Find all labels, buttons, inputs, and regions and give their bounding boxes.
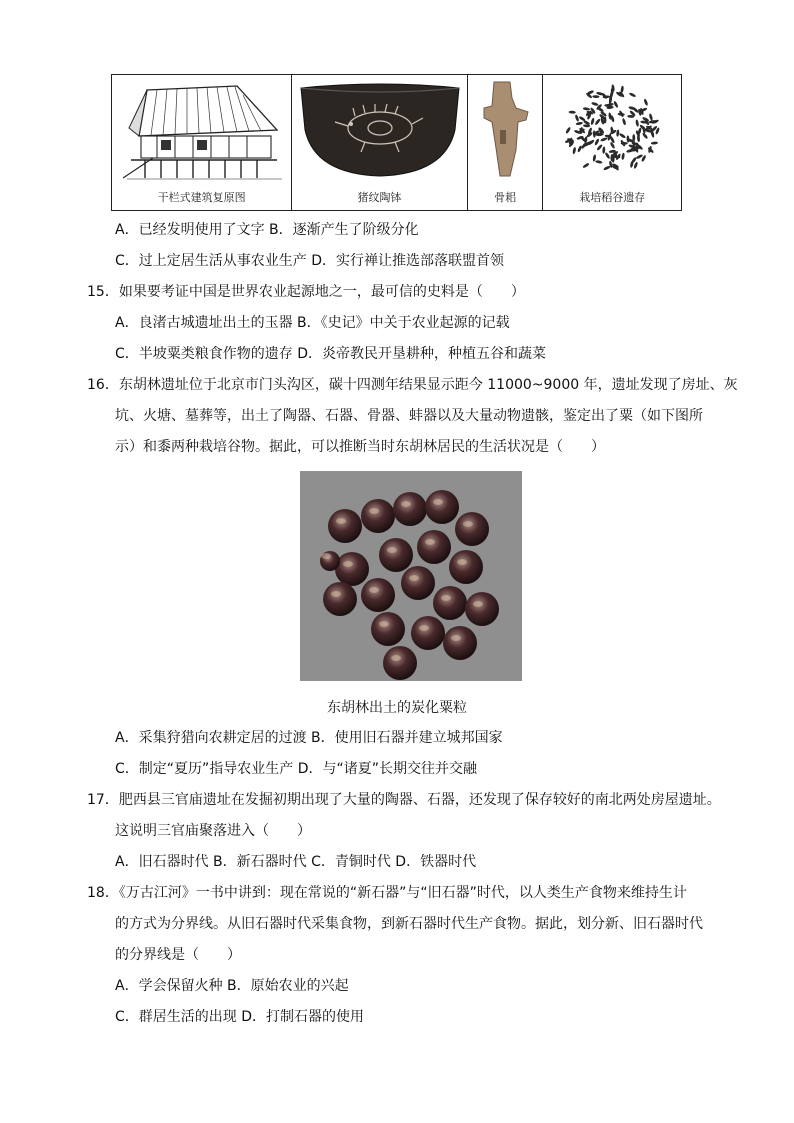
- millet-seed: [379, 538, 413, 572]
- millet-seed: [411, 616, 445, 650]
- millet-seed: [417, 530, 451, 564]
- millet-seed: [449, 550, 483, 584]
- millet-seed: [335, 552, 369, 586]
- caption-pig-bowl: 猪纹陶钵: [357, 191, 402, 204]
- q15-stem: 15．如果要考证中国是世界农业起源地之一，最可信的史料是（ ）: [87, 284, 525, 300]
- millet-seed: [455, 512, 489, 546]
- pig-pattern-pottery-bowl: [295, 78, 465, 183]
- figure-table: [111, 74, 682, 211]
- millet-seed: [393, 492, 427, 526]
- q18-options-line-1: A．学会保留火种 B．原始农业的兴起: [115, 978, 349, 994]
- photo-caption: 东胡林出土的炭化粟粒: [327, 700, 467, 716]
- millet-seed: [383, 646, 417, 680]
- caption-stilt-house: 干栏式建筑复原图: [157, 191, 246, 204]
- q18-stem-line-1: 18．《万古江河》一书中讲到：现在常说的“新石器”与“旧石器”时代，以人类生产食物来维持生计: [87, 885, 687, 901]
- q18-stem-line-2: 的方式为分界线。从旧石器时代采集食物，到新石器时代生产食物。据此，划分新、旧石器时代: [115, 916, 703, 932]
- q17-stem-line-1: 17．肥西县三官庙遗址在发掘初期出现了大量的陶器、石器，还发现了保存较好的南北两处房屋遗址。: [87, 792, 721, 808]
- q16-options-line-1: A．采集狩猎向农耕定居的过渡 B．使用旧石器并建立城邦国家: [115, 730, 503, 746]
- millet-seed: [465, 592, 499, 626]
- q15-options-line-1: A．良渚古城遗址出土的玉器 B．《史记》中关于农业起源的记载: [115, 315, 510, 331]
- stilt-house-illustration: [117, 78, 287, 183]
- q16-stem-line-2: 坑、火塘、墓葬等，出土了陶器、石器、骨器、蚌器以及大量动物遗骸，鉴定出了粟（如下图所: [115, 408, 703, 424]
- q17-stem-line-2: 这说明三官庙聚落进入（ ）: [115, 823, 311, 839]
- q16-stem-line-1: 16．东胡林遗址位于北京市门头沟区，碳十四测年结果显示距今 11000~9000 年，遗址发现了房址、灰: [87, 377, 738, 393]
- q15-options-line-2: C．半坡粟类粮食作物的遗存 D．炎帝教民开垦耕种，种植五谷和蔬菜: [115, 346, 547, 362]
- millet-seed: [328, 509, 362, 543]
- millet-seed: [433, 586, 467, 620]
- q16-stem-line-3: 示）和黍两种栽培谷物。据此，可以推断当时东胡林居民的生活状况是（ ）: [115, 439, 605, 455]
- q16-options-line-2: C．制定“夏历”指导农业生产 D．与“诸夏”长期交往并交融: [115, 761, 478, 777]
- millet-seed: [323, 582, 357, 616]
- bone-spade-image: [470, 78, 540, 183]
- caption-bone-spade: 骨耜: [494, 191, 517, 204]
- millet-seed: [425, 490, 459, 524]
- millet-seed: [401, 566, 435, 600]
- millet-seed: [371, 612, 405, 646]
- q18-options-line-2: C．群居生活的出现 D．打制石器的使用: [115, 1009, 365, 1025]
- q18-stem-line-3: 的分界线是（ ）: [115, 947, 241, 963]
- millet-seed: [361, 499, 395, 533]
- figure-cell-rice-remains: [543, 75, 681, 210]
- carbonized-millet-photo: [300, 471, 522, 681]
- figure-cell-stilt-house: [112, 75, 292, 210]
- millet-seed: [443, 626, 477, 660]
- rice-grains-image: [547, 78, 677, 183]
- q14-options-line-2: C．过上定居生活从事农业生产 D．实行禅让推选部落联盟首领: [115, 253, 505, 269]
- millet-seed: [361, 578, 395, 612]
- q17-options-line-1: A．旧石器时代 B．新石器时代 C．青铜时代 D．铁器时代: [115, 854, 477, 870]
- q14-options-line-1: A．已经发明使用了文字 B．逐渐产生了阶级分化: [115, 222, 419, 238]
- figure-cell-pig-bowl: [292, 75, 467, 210]
- caption-rice-remains: 栽培稻谷遗存: [579, 191, 646, 204]
- figure-cell-bone-spade: [468, 75, 544, 210]
